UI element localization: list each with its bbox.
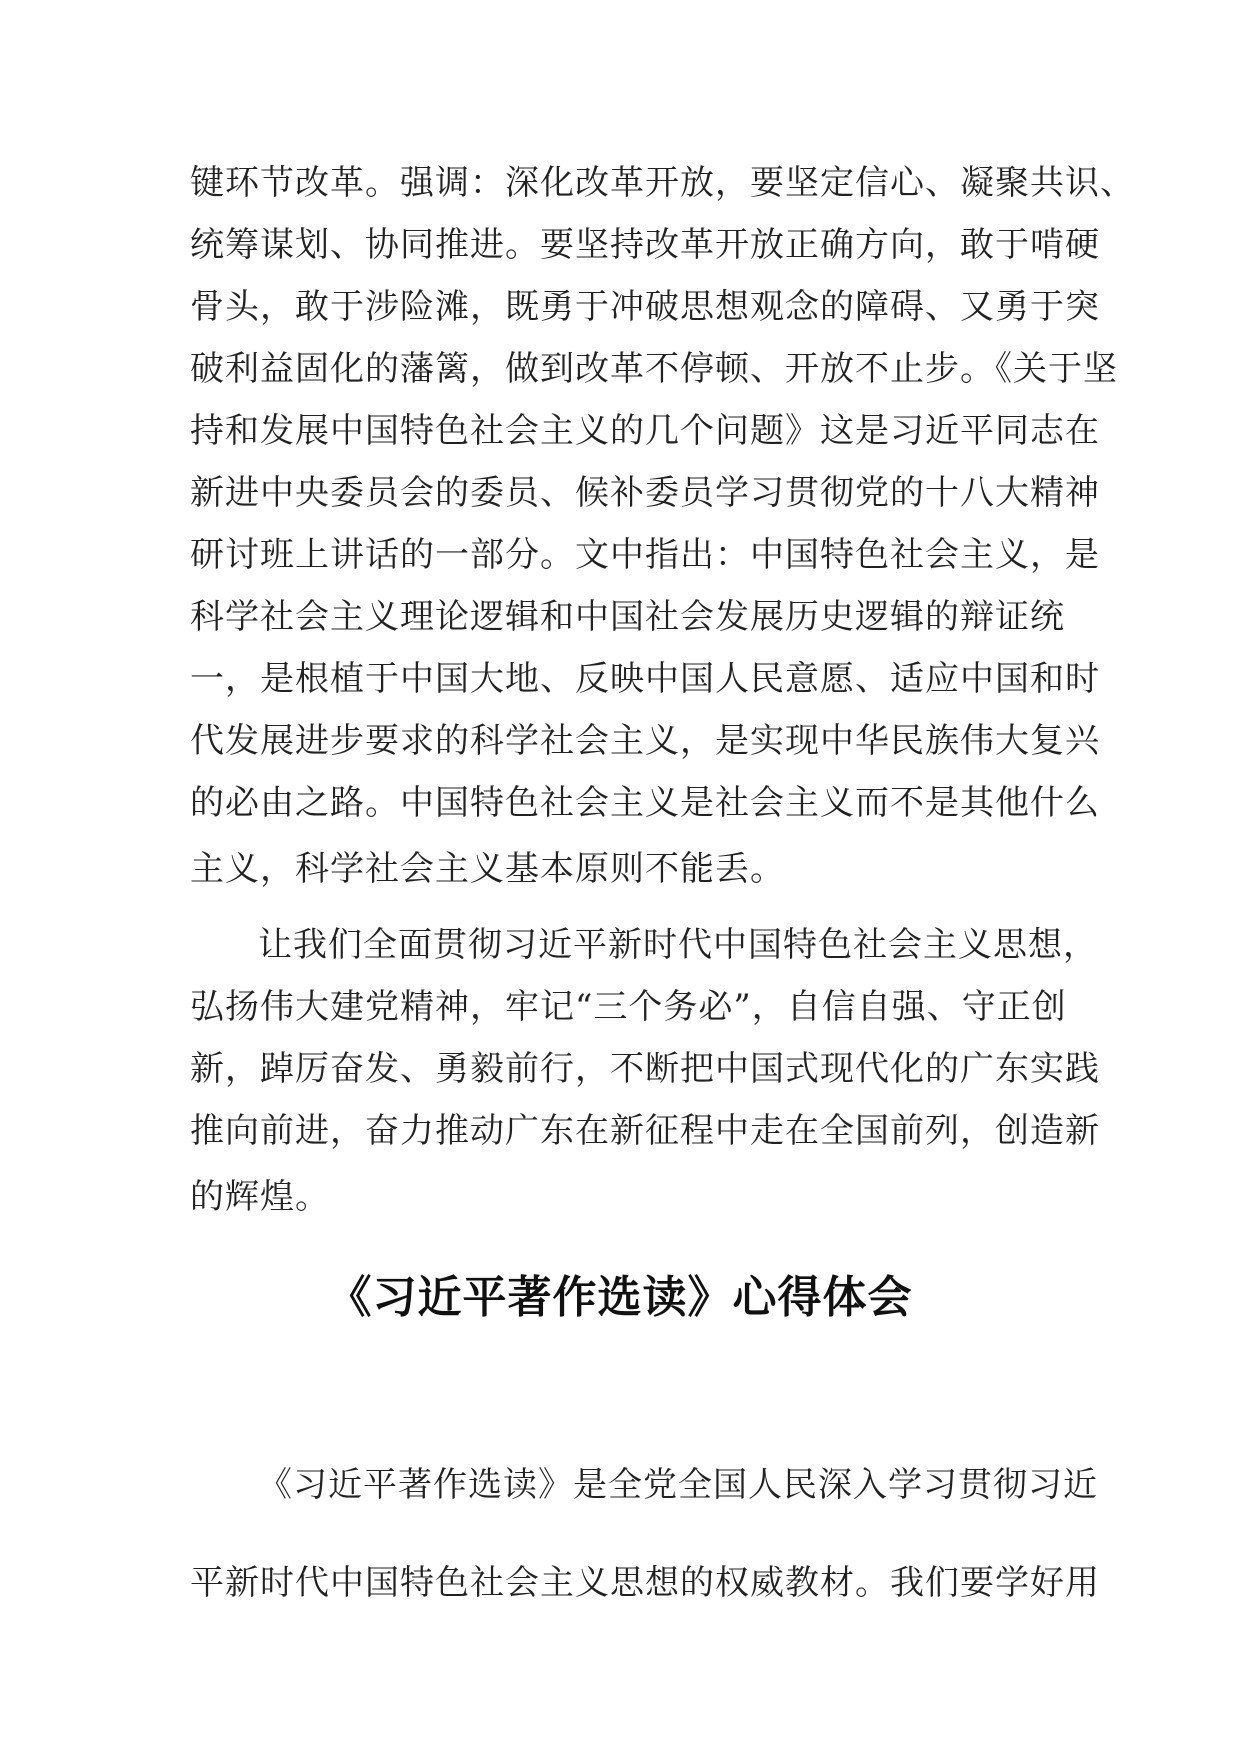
paragraph-line: 研讨班上讲话的一部分。文中指出：中国特色社会主义，是: [190, 535, 1100, 575]
paragraph-line: 弘扬伟大建党精神，牢记“三个务必”，自信自强、守正创: [190, 987, 1067, 1027]
paragraph-line: 统筹谋划、协同推进。要坚持改革开放正确方向，敢于啃硬: [190, 225, 1100, 265]
paragraph-line: 键环节改革。强调：深化改革开放，要坚定信心、凝聚共识、: [190, 163, 1135, 203]
paragraph-line: 科学社会主义理论逻辑和中国社会发展历史逻辑的辩证统: [190, 597, 1065, 637]
paragraph-line: 持和发展中国特色社会主义的几个问题》这是习近平同志在: [190, 411, 1100, 451]
paragraph-line: 推向前进，奋力推动广东在新征程中走在全国前列，创造新: [190, 1111, 1100, 1151]
paragraph-line: 一，是根植于中国大地、反映中国人民意愿、适应中国和时: [190, 659, 1100, 699]
paragraph-line: 代发展进步要求的科学社会主义，是实现中华民族伟大复兴: [190, 721, 1100, 761]
paragraph-line: 的必由之路。中国特色社会主义是社会主义而不是其他什么: [190, 783, 1100, 823]
paragraph-line: 新进中央委员会的委员、候补委员学习贯彻党的十八大精神: [190, 473, 1100, 513]
paragraph-line: 的辉煌。: [190, 1177, 330, 1217]
paragraph-line: 破利益固化的藩篱，做到改革不停顿、开放不止步。《关于坚: [190, 349, 1118, 389]
section-heading: 《习近平著作选读》心得体会: [327, 1272, 913, 1323]
paragraph-line: 让我们全面贯彻习近平新时代中国特色社会主义思想，: [258, 925, 1098, 965]
paragraph-line: 平新时代中国特色社会主义思想的权威教材。我们要学好用: [190, 1563, 1100, 1603]
paragraph-line: 《习近平著作选读》是全党全国人民深入学习贯彻习近: [258, 1465, 1098, 1505]
paragraph-line: 骨头，敢于涉险滩，既勇于冲破思想观念的障碍、又勇于突: [190, 287, 1100, 327]
paragraph-line: 新，踔厉奋发、勇毅前行，不断把中国式现代化的广东实践: [190, 1049, 1100, 1089]
paragraph-line: 主义，科学社会主义基本原则不能丢。: [190, 849, 785, 889]
